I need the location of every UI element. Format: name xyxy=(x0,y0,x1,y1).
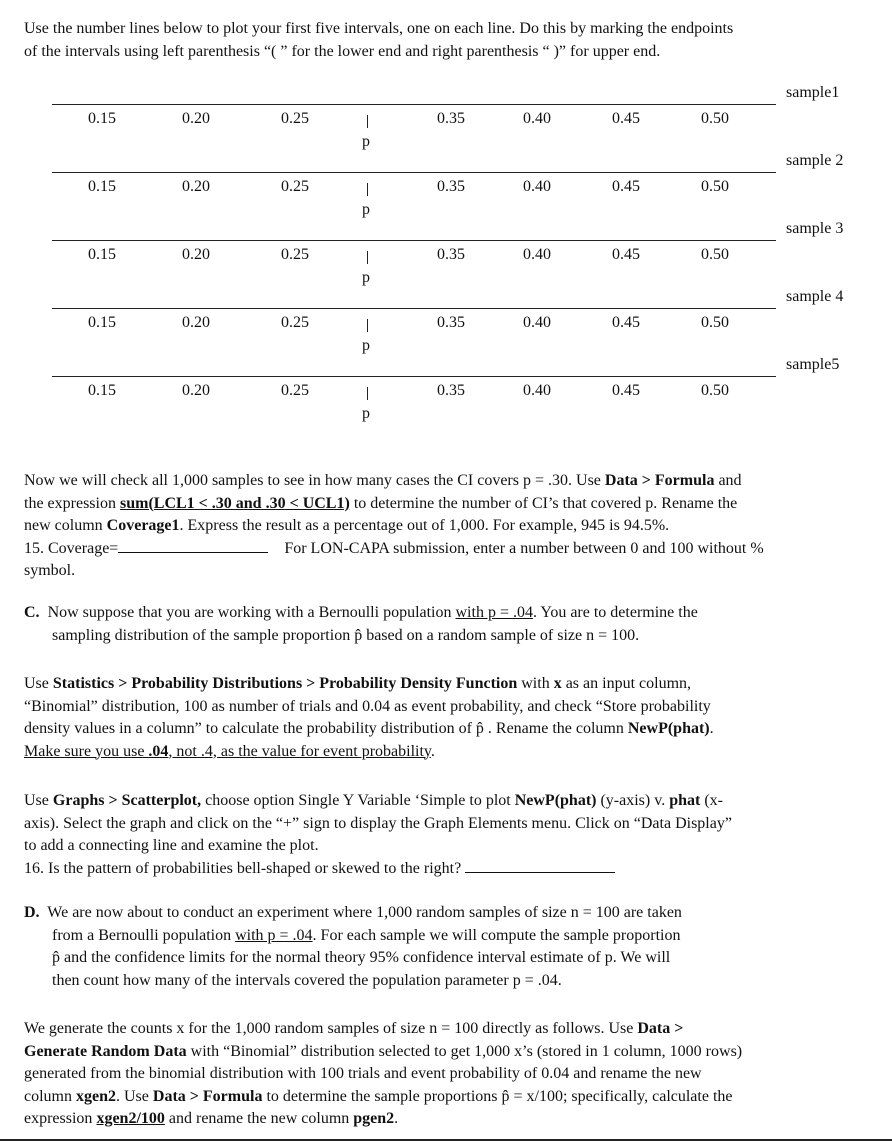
statistics-paragraph xyxy=(24,673,874,763)
tick-label: 0.45 xyxy=(612,246,640,263)
tick-label: 0.20 xyxy=(182,314,210,331)
final-text-5a: expression xyxy=(24,1110,97,1127)
intro-line-1: Use the number lines below to plot your first five intervals, one on each line. Do this by marking the endpoints xyxy=(24,20,734,37)
xgen2-column-name: xgen2 xyxy=(76,1087,116,1105)
tick-label: 0.15 xyxy=(88,178,116,195)
tick-label: 0.50 xyxy=(701,382,729,399)
tick-label: 0.35 xyxy=(437,246,465,263)
tick-label: 0.15 xyxy=(88,246,116,263)
final-text-1a: We generate the counts x for the 1,000 random samples of size n = 100 directly as follows. Use xyxy=(24,1020,638,1037)
number-line-3 xyxy=(52,240,776,241)
tick-label: 0.45 xyxy=(612,178,640,195)
tick-label: 0.40 xyxy=(523,314,551,331)
sample-label-1: sample1 xyxy=(786,84,840,101)
section-d-text-4: then count how many of the intervals covered the population parameter p = .04. xyxy=(52,971,562,989)
question-15-label: 15. Coverage= xyxy=(24,539,119,557)
tick-label: 0.25 xyxy=(281,110,309,127)
number-line-1 xyxy=(52,104,776,105)
section-d-text-1: We are now about to conduct an experiment where 1,000 random samples of size n = 100 are taken xyxy=(47,904,682,921)
coverage-text-1-end: and xyxy=(714,472,742,489)
sample-label-5: sample5 xyxy=(786,356,840,373)
tick-label: 0.25 xyxy=(281,246,309,263)
p-label: p xyxy=(362,337,370,354)
p-label: p xyxy=(362,269,370,286)
tick-label: 0.50 xyxy=(701,246,729,263)
final-data-menu: Data > xyxy=(637,1020,684,1037)
section-c xyxy=(24,602,824,647)
stats-text-2: “Binomial” distribution, 100 as number of trials and 0.04 as event probability, and check “Store probability xyxy=(24,697,711,715)
section-d-letter: D. xyxy=(24,904,40,921)
intro-line-2: of the intervals using left parenthesis “( ” for the lower end and right parenthesis “ )” for upper end. xyxy=(24,42,661,60)
coverage-text-1: Now we will check all 1,000 samples to see in how many cases the CI covers p = .30. Use xyxy=(24,472,605,489)
graphs-paragraph xyxy=(24,790,874,880)
tick-label: 0.15 xyxy=(88,314,116,331)
tick-label: 0.45 xyxy=(612,110,640,127)
tick-label: 0.35 xyxy=(437,314,465,331)
section-c-population-p: with p = .04 xyxy=(455,604,533,621)
final-text-4a: column xyxy=(24,1087,76,1105)
stats-text-1: Use xyxy=(24,675,53,692)
tick-label: 0.15 xyxy=(88,110,116,127)
newp-column-name: NewP(phat) xyxy=(627,720,710,737)
tick-label: 0.25 xyxy=(281,314,309,331)
final-text-5b: and rename the new column xyxy=(164,1110,354,1127)
number-line-5 xyxy=(52,376,776,377)
coverage1-column-name: Coverage1 xyxy=(106,517,180,534)
tick-label: 0.35 xyxy=(437,382,465,399)
tick-label: 0.45 xyxy=(612,314,640,331)
sample-label-2: sample 2 xyxy=(786,152,844,169)
coverage-text-2a: the expression xyxy=(24,494,120,512)
p-label: p xyxy=(362,133,370,150)
tick-label: 0.20 xyxy=(182,382,210,399)
graphs-text-3: to add a connecting line and examine the plot. xyxy=(24,837,319,854)
coverage-expression: sum(LCL1 < .30 and .30 < UCL1) xyxy=(119,494,350,512)
page-bottom-edge xyxy=(0,1139,892,1141)
p-label: p xyxy=(362,405,370,422)
coverage-paragraph xyxy=(24,470,874,583)
sample-label-3: sample 3 xyxy=(786,220,844,237)
pgen2-column-name: pgen2 xyxy=(353,1110,395,1127)
graphs-text-2: axis). Select the graph and click on the “+” sign to display the Graph Elements menu. Click on “Data Display” xyxy=(24,814,732,832)
section-c-text-1a: Now suppose that you are working with a Bernoulli population xyxy=(47,604,456,621)
sample-label-4: sample 4 xyxy=(786,288,844,305)
stats-text-3a: density values in a column” to calculate the probability distribution of p̂ . Rename the column xyxy=(24,720,628,737)
section-c-text-1b: . You are to determine the xyxy=(532,604,698,621)
section-c-text-2: sampling distribution of the sample proportion p̂ based on a random sample of size n = 100. xyxy=(52,626,640,644)
tick-label: 0.40 xyxy=(523,382,551,399)
graphs-text-1b: choose option Single Y Variable ‘Simple to plot xyxy=(201,792,515,809)
final-text-3: generated from the binomial distribution with 100 trials and event probability of 0.04 and rename the new xyxy=(24,1065,702,1082)
stats-warning-value: .04 xyxy=(148,742,169,760)
tick-label: 0.20 xyxy=(182,110,210,127)
final-text-4c: to determine the sample proportions p̂ = x/100; specifically, calculate the xyxy=(262,1087,733,1105)
generate-data-paragraph xyxy=(24,1018,874,1131)
tick-label: 0.35 xyxy=(437,178,465,195)
tick-label: 0.20 xyxy=(182,246,210,263)
final-text-4b: . Use xyxy=(116,1087,153,1105)
question-16-answer-blank[interactable] xyxy=(465,858,615,873)
final-text-2b: with “Binomial” distribution selected to get 1,000 x’s (stored in 1 column, 1000 rows) xyxy=(186,1042,743,1060)
tick-label: 0.50 xyxy=(701,110,729,127)
tick-label: 0.15 xyxy=(88,382,116,399)
stats-text-1b: with xyxy=(517,675,554,692)
tick-label: 0.45 xyxy=(612,382,640,399)
tick-label: 0.20 xyxy=(182,178,210,195)
number-line-4 xyxy=(52,308,776,309)
stats-menu-path: Statistics > Probability Distributions > Probability Density Function xyxy=(52,675,518,692)
section-d-text-3: p̂ and the confidence limits for the normal theory 95% confidence interval estimate of p. We will xyxy=(52,949,671,966)
tick-label: 0.25 xyxy=(281,382,309,399)
number-line-2 xyxy=(52,172,776,173)
graphs-x-variable: phat xyxy=(669,792,701,809)
tick-label: 0.40 xyxy=(523,110,551,127)
graphs-text-1a: Use xyxy=(24,792,53,809)
stats-warning-2: , not .4, as the value for event probability xyxy=(168,742,431,760)
question-15-answer-blank[interactable] xyxy=(118,538,268,553)
graphs-text-1d: (x- xyxy=(700,792,723,809)
coverage-text-3b: . Express the result as a percentage out of 1,000. For example, 945 is 94.5%. xyxy=(179,517,670,534)
coverage-text-3a: new column xyxy=(24,517,107,534)
tick-label: 0.50 xyxy=(701,178,729,195)
data-formula-menu: Data > Formula xyxy=(604,472,715,489)
tick-label: 0.40 xyxy=(523,246,551,263)
tick-label: 0.40 xyxy=(523,178,551,195)
section-d-population-p: with p = .04 xyxy=(235,926,313,944)
stats-warning-end: . xyxy=(430,742,435,760)
question-15-end: symbol. xyxy=(24,562,76,579)
stats-x-column: x xyxy=(553,675,562,692)
p-tick-mark xyxy=(367,115,368,128)
graphs-text-1c: (y-axis) v. xyxy=(596,792,670,809)
p-tick-mark xyxy=(367,183,368,196)
question-16-label: 16. Is the pattern of probabilities bell-shaped or skewed to the right? xyxy=(24,859,462,877)
final-text-5c: . xyxy=(394,1110,399,1127)
p-tick-mark xyxy=(367,387,368,400)
section-d-text-2b: . For each sample we will compute the sample proportion xyxy=(312,926,681,944)
tick-label: 0.25 xyxy=(281,178,309,195)
section-d xyxy=(24,902,824,992)
question-15-note: For LON-CAPA submission, enter a number between 0 and 100 without % xyxy=(284,539,764,557)
graphs-menu-path: Graphs > Scatterplot, xyxy=(52,792,202,809)
tick-label: 0.35 xyxy=(437,110,465,127)
stats-warning-1: Make sure you use xyxy=(24,742,149,760)
xgen2-expression: xgen2/100 xyxy=(96,1110,165,1127)
stats-text-1c: as an input column, xyxy=(561,675,692,692)
section-d-text-2a: from a Bernoulli population xyxy=(52,926,236,944)
coverage-text-2b: to determine the number of CI’s that covered p. Rename the xyxy=(349,494,738,512)
section-c-letter: C. xyxy=(24,604,40,621)
p-label: p xyxy=(362,201,370,218)
tick-label: 0.50 xyxy=(701,314,729,331)
p-tick-mark xyxy=(367,319,368,332)
final-formula-menu: Data > Formula xyxy=(152,1087,263,1105)
generate-random-data-menu: Generate Random Data xyxy=(24,1042,187,1060)
p-tick-mark xyxy=(367,251,368,264)
number-lines-area xyxy=(0,0,892,440)
graphs-y-variable: NewP(phat) xyxy=(514,792,597,809)
stats-text-3b: . xyxy=(709,720,714,737)
